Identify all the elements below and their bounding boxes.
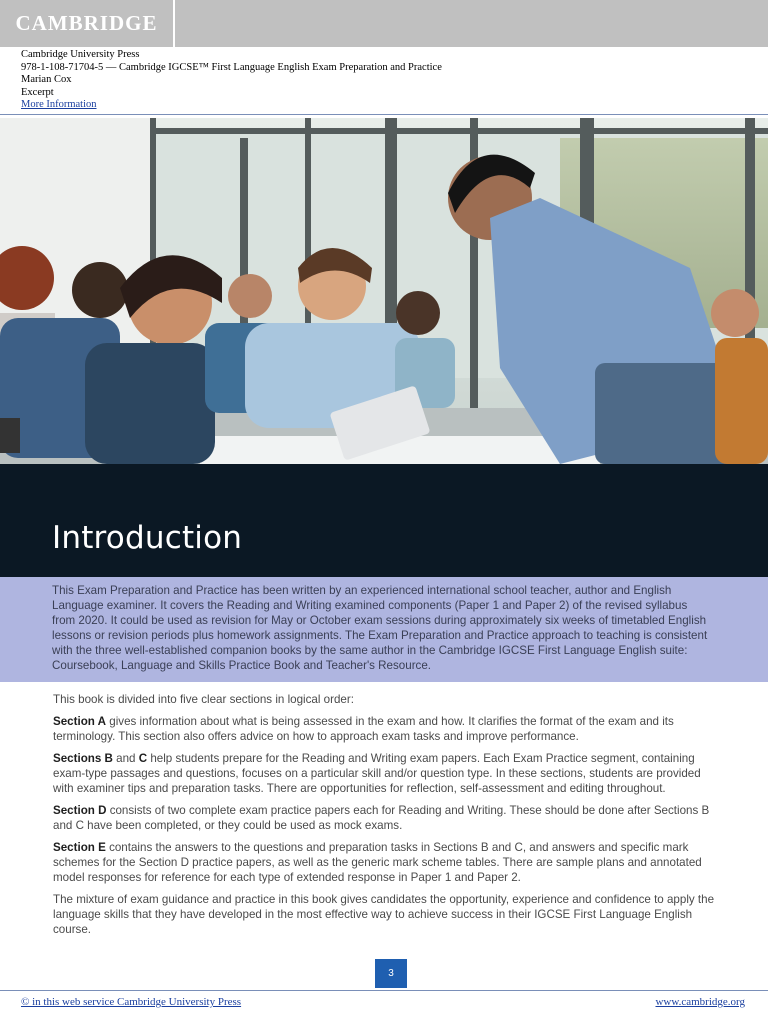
section-e-text: contains the answers to the questions and preparation tasks in Sections B and C, and answers and specific mark schemes for the Section D practice papers, as well as the generic mark scheme tables. There are sample plans and annotated model responses for reference for each type of extended response in Paper 1 and Paper 2. bbox=[53, 841, 702, 884]
top-bar bbox=[0, 0, 768, 47]
publisher-line: Cambridge University Press bbox=[21, 49, 140, 60]
header-divider bbox=[0, 114, 768, 115]
closing-paragraph: The mixture of exam guidance and practice in this book gives candidates the opportunity, experience and confidence to apply the language skills that they have developed in the most effective way to achieve success in their IGCSE First Language English course. bbox=[53, 893, 715, 936]
section-a-text: gives information about what is being assessed in the exam and how. It clarifies the format of the exam and its terminology. This section also offers advice on how to approach exam tasks and improve performance. bbox=[53, 715, 674, 743]
section-a-label: Section A bbox=[53, 715, 107, 728]
author-line: Marian Cox bbox=[21, 74, 72, 85]
section-e-label: Section E bbox=[53, 841, 106, 854]
book-metadata bbox=[21, 49, 442, 112]
section-d-label: Section D bbox=[53, 804, 107, 817]
section-b-label: Sections B bbox=[53, 752, 113, 765]
classroom-photo bbox=[0, 118, 768, 464]
copyright-link[interactable]: © in this web service Cambridge University Press bbox=[21, 996, 242, 1008]
excerpt-line: Excerpt bbox=[21, 86, 54, 98]
section-e-paragraph bbox=[53, 840, 718, 885]
footer bbox=[0, 996, 768, 1016]
title-band bbox=[0, 464, 768, 577]
website-link[interactable]: www.cambridge.org bbox=[655, 996, 745, 1008]
page-title: Introduction bbox=[52, 520, 243, 556]
isbn-title-line: 978-1-108-71704-5 — Cambridge IGCSE™ First Language English Exam Preparation and Practice bbox=[21, 61, 442, 73]
page-number-badge: 3 bbox=[375, 959, 407, 988]
section-d-paragraph bbox=[53, 803, 718, 833]
more-information-link[interactable]: More Information bbox=[21, 99, 97, 110]
lead-paragraph: This book is divided into five clear sections in logical order: bbox=[53, 693, 354, 706]
section-a-paragraph bbox=[53, 714, 718, 744]
body-text bbox=[53, 692, 718, 944]
section-bc-text: help students prepare for the Reading and Writing exam papers. Each Exam Practice segment, containing exam-type passages and questions, focuses on a particular skill and/or question type. In these sections, students are provided with examiner tips and preparation tasks. There are opportunities for reflection, self-assessment and editing throughout. bbox=[53, 752, 701, 795]
cambridge-logo: CAMBRIDGE bbox=[0, 0, 175, 47]
section-bc-and: and bbox=[112, 752, 139, 765]
intro-paragraph: This Exam Preparation and Practice has been written by an experienced international school teacher, author and English Language examiner. It covers the Reading and Writing examined components (Paper 1 and Paper 2) of the revised syllabus from 2020. It could be used as revision for May or October exam sessions during approximately six weeks of timetabled English lessons or revision periods plus homework assignments. The Exam Preparation and Practice approach to teaching is consistent with the three well-established companion books by the same author in the Cambridge IGCSE First Language English suite: Coursebook, Language and Skills Practice Book and Teacher's Resource. bbox=[52, 584, 708, 672]
section-bc-paragraph bbox=[53, 751, 718, 796]
intro-box bbox=[0, 577, 768, 682]
footer-divider bbox=[0, 990, 768, 991]
classroom-photo-icon bbox=[0, 118, 768, 464]
section-c-label: C bbox=[138, 752, 148, 765]
section-d-text: consists of two complete exam practice papers each for Reading and Writing. These should be done after Sections B and C have been completed, or they could be used as mock exams. bbox=[53, 804, 710, 832]
